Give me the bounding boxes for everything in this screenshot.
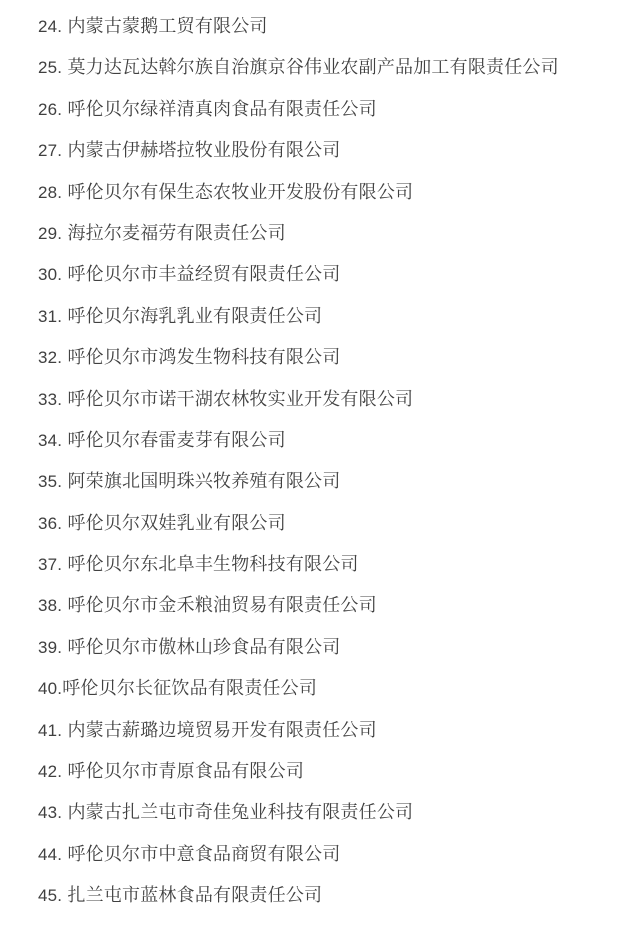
item-number: 24. [38,17,63,36]
item-number: 31. [38,306,63,326]
list-item [38,834,615,875]
item-number: 35. [38,472,63,492]
company-list [38,6,615,917]
company-name: 呼伦贝尔有保生态农牧业开发股份有限公司 [67,181,414,202]
item-number: 36. [38,513,63,533]
item-number: 44. [38,844,63,864]
item-number: 25. [38,58,63,78]
list-item [38,792,615,833]
company-name: 阿荣旗北国明珠兴牧养殖有限公司 [67,471,341,492]
company-name: 内蒙古扎兰屯市奇佳兔业科技有限责任公司 [67,802,414,823]
company-name: 呼伦贝尔长征饮品有限责任公司 [62,678,318,699]
company-name: 呼伦贝尔市鸿发生物科技有限公司 [67,347,341,368]
company-name: 海拉尔麦福劳有限责任公司 [67,222,286,243]
item-number: 41. [38,720,63,740]
list-item [38,130,615,171]
company-name: 呼伦贝尔东北阜丰生物科技有限公司 [67,554,359,575]
company-name: 莫力达瓦达斡尔族自治旗京谷伟业农副产品加工有限责任公司 [67,57,559,78]
item-number: 29. [38,223,63,243]
item-number: 26. [38,99,63,119]
list-item [38,89,615,130]
company-name: 呼伦贝尔双娃乳业有限公司 [67,512,286,533]
company-name: 内蒙古薪璐边境贸易开发有限责任公司 [67,719,377,740]
list-item [38,6,615,47]
company-name: 呼伦贝尔市金禾粮油贸易有限责任公司 [67,595,377,616]
list-item [38,172,615,213]
company-name: 呼伦贝尔市丰益经贸有限责任公司 [67,264,341,285]
list-item [38,420,615,461]
company-name: 呼伦贝尔市青原食品有限公司 [67,761,305,782]
list-item [38,751,615,792]
company-name: 呼伦贝尔春雷麦芽有限公司 [67,429,286,450]
list-item [38,544,615,585]
list-item [38,710,615,751]
item-number: 33. [38,389,63,409]
item-number: 45. [38,886,63,906]
item-number: 39. [38,637,63,657]
list-item [38,254,615,295]
list-item [38,503,615,544]
list-item [38,47,615,88]
list-item [38,213,615,254]
list-item [38,379,615,420]
company-name: 呼伦贝尔海乳乳业有限责任公司 [67,305,323,326]
item-number: 28. [38,182,63,202]
list-item [38,627,615,668]
list-item [38,296,615,337]
item-number: 32. [38,348,63,368]
company-name: 呼伦贝尔市诺干湖农林牧实业开发有限公司 [67,388,414,409]
list-item [38,585,615,626]
company-name: 扎兰屯市蓝林食品有限责任公司 [67,885,323,906]
list-item [38,337,615,378]
company-name: 内蒙古蒙鹅工贸有限公司 [67,16,268,36]
company-name: 呼伦贝尔市傲林山珍食品有限公司 [67,636,341,657]
item-number: 38. [38,596,63,616]
company-name: 呼伦贝尔绿祥清真肉食品有限责任公司 [67,98,377,119]
item-number: 37. [38,555,63,575]
item-number: 43. [38,803,63,823]
list-item [38,461,615,502]
item-number: 42. [38,762,63,782]
item-number: 34. [38,430,63,450]
item-number: 30. [38,265,63,285]
company-name: 内蒙古伊赫塔拉牧业股份有限公司 [67,140,341,161]
list-item [38,875,615,916]
item-number: 27. [38,141,63,161]
company-name: 呼伦贝尔市中意食品商贸有限公司 [67,843,341,864]
list-item [38,668,615,709]
item-number: 40. [38,679,63,699]
